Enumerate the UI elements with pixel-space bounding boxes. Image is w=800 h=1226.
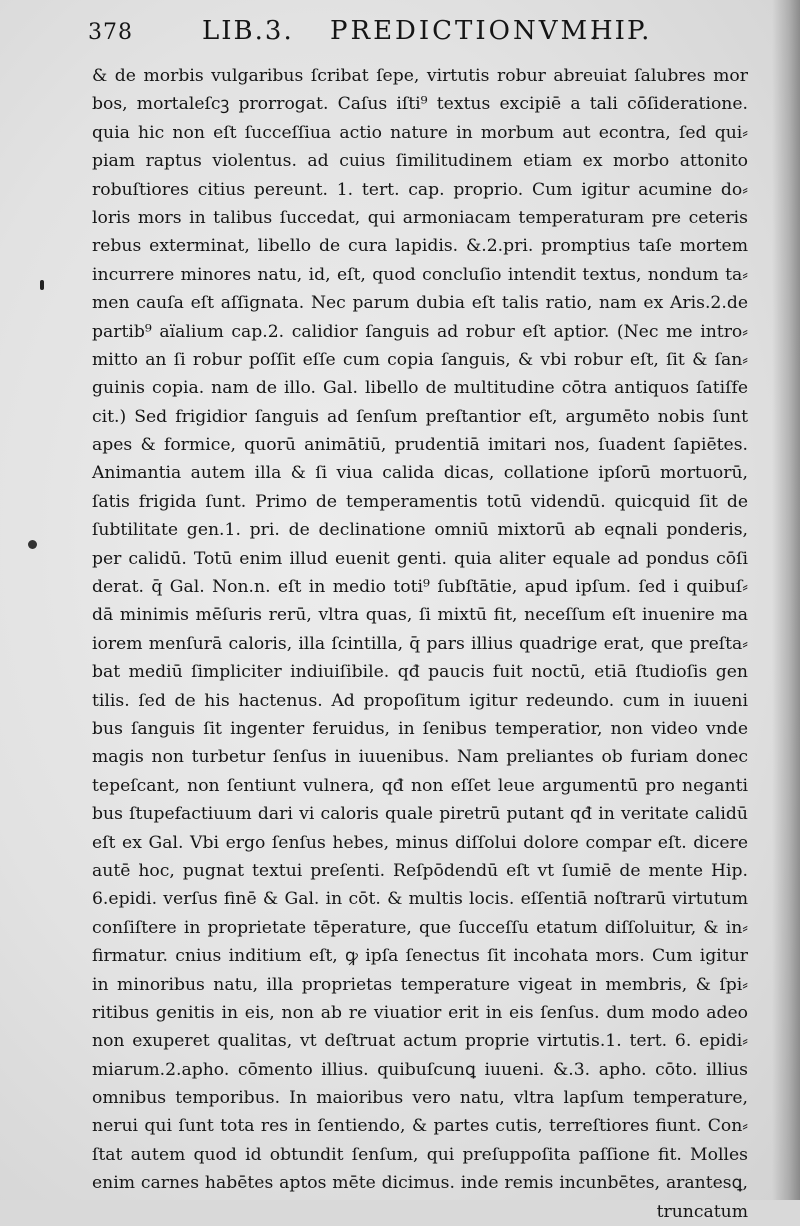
- text-line: men cauſa eſt aſſignata. Nec parum dubia eſt talis ratio, nam ex Aris.2.de: [92, 293, 748, 314]
- text-line: mitto an ſi robur poſſit eſſe cum copia ſanguis, & vbi robur eſt, ſit & ſan⸗: [92, 349, 748, 370]
- text-line: eſt ex Gal. Vbi ergo ſenſus hebes, minus diſſolui dolore compar eſt. dicere: [92, 832, 748, 853]
- page-edge-shadow: [772, 0, 800, 1200]
- running-head-author: HIP.: [590, 16, 652, 46]
- text-line: Animantia autem illa & ſi viua calida dicas, collatione ipſorū mortuorū,: [92, 463, 748, 484]
- text-line: conſiſtere in proprietate tēperature, que ſucceſſu etatum diſſoluitur, & in⸗: [92, 917, 748, 938]
- text-line: piam raptus violentus. ad cuius ſimilitudinem etiam ex morbo attonito: [92, 151, 748, 172]
- text-line: & de morbis vulgaribus ſcribat ſepe, virtutis robur abreuiat ſalubres mor: [92, 66, 748, 86]
- margin-mark: [40, 280, 44, 290]
- running-head-book: LIB.3.: [202, 16, 294, 46]
- text-line: loris mors in talibus ſuccedat, qui armoniacam temperaturam pre ceteris: [92, 207, 748, 228]
- text-line: tepeſcant, non ſentiunt vulnera, qđ non eſſet leue argumentū pro neganti: [92, 775, 748, 796]
- text-line: derat. q̄ Gal. Non.n. eſt in medio toti⁹ ſubſtātie, apud ipſum. ſed i quibuſ⸗: [92, 577, 748, 598]
- text-line: 6.epidi. verſus finē & Gal. in cōt. & multis locis. eſſentiā noſtrarū virtutum: [92, 889, 748, 910]
- text-line: apes & formice, quorū animātiū, prudentiā imitari nos, ſuadent ſapiētes.: [92, 435, 748, 456]
- text-line: ſatis frigida ſunt. Primo de temperamentis totū videndū. quicquid ſit de: [92, 491, 748, 512]
- text-line: cit.) Sed frigidior ſanguis ad ſenſum preſtantior eſt, argumēto nobis ſunt: [92, 406, 748, 427]
- ink-blot: [28, 540, 37, 549]
- text-line: firmatur. cnius inditium eſt, ꝙ ipſa ſenectus ſit incohata mors. Cum igitur: [92, 946, 748, 967]
- text-line: enim carnes habētes aptos mēte dicimus. inde remis incunbētes, arantesꝗ,: [92, 1173, 748, 1194]
- text-line: guinis copia. nam de illo. Gal. libello de multitudine cōtra antiquos ſatiſfe: [92, 378, 748, 399]
- text-line: ſtat autem quod id obtundit ſenſum, qui preſuppoſita paſſione fit. Molles: [92, 1144, 748, 1165]
- text-line: magis non turbetur ſenſus in iuuenibus. Nam preliantes ob furiam donec: [92, 747, 748, 768]
- text-line: partib⁹ aïalium cap.2. calidior ſanguis ad robur eſt aptior. (Nec me intro⸗: [92, 321, 748, 342]
- text-line: miarum.2.apho. cōmento illius. quibuſcunꝗ iuueni. &.3. apho. cōto. illius: [92, 1059, 748, 1080]
- text-line: truncatum: [656, 1201, 748, 1222]
- page-number: 378: [88, 20, 133, 45]
- running-header: [88, 14, 688, 54]
- text-line: dā minimis mēſuris rerū, vltra quas, ſi mixtū fit, neceſſum eſt inuenire ma: [92, 605, 748, 626]
- text-line: bus ſtupefactiuum dari vi caloris quale piretrū putant qđ in veritate calidū: [92, 804, 748, 825]
- body-text: [92, 62, 748, 1226]
- text-line: incurrere minores natu, id, eſt, quod concluſio intendit textus, nondum ta⸗: [92, 264, 748, 285]
- text-line: bus ſanguis ſit ingenter feruidus, in ſenibus temperatior, non video vnde: [92, 718, 748, 739]
- text-line: rebus exterminat, libello de cura lapidis. &.2.pri. promptius taſe mortem: [92, 236, 748, 257]
- text-line: bos, mortaleſcꝫ prorrogat. Caſus iſti⁹ textus excipiē a tali cōſideratione.: [92, 94, 748, 115]
- text-line: non exuperet qualitas, vt deſtruat actum proprie virtutis.1. tert. 6. epidi⸗: [92, 1031, 748, 1052]
- text-line: ſubtilitate gen.1. pri. de declinatione omniū mixtorū ab eqnali ponderis,: [92, 520, 748, 541]
- text-line: bat mediū ſimpliciter indiuiſibile. qđ paucis fuit noctū, etiā ſtudioſis gen: [92, 662, 748, 683]
- running-head-title: PREDICTIONVM.: [330, 16, 602, 46]
- text-line: ritibus genitis in eis, non ab re viuatior erit in eis ſenſus. dum modo adeo: [92, 1002, 748, 1023]
- text-line: iorem menſurā caloris, illa ſcintilla, q̄ pars illius quadrige erat, que preſta⸗: [92, 633, 748, 654]
- text-line: tilis. ſed de his hactenus. Ad propoſitum igitur redeundo. cum in iuueni: [92, 690, 748, 711]
- text-line: per calidū. Totū enim illud euenit genti. quia aliter equale ad pondus cōſi: [92, 548, 748, 569]
- text-line: quia hic non eſt ſucceſſiua actio nature in morbum aut econtra, ſed qui⸗: [92, 122, 748, 143]
- text-line: autē hoc, pugnat textui preſenti. Reſpōdendū eſt vt ſumiē de mente Hip.: [92, 860, 748, 881]
- text-line: nerui qui ſunt tota res in ſentiendo, & partes cutis, terreſtiores fiunt. Con⸗: [92, 1116, 748, 1137]
- text-line: omnibus temporibus. In maioribus vero natu, vltra lapſum temperature,: [92, 1088, 748, 1109]
- text-line: robuſtiores citius pereunt. 1. tert. cap. proprio. Cum igitur acumine do⸗: [92, 179, 748, 200]
- text-line: in minoribus natu, illa proprietas temperature vigeat in membris, & ſpi⸗: [92, 974, 748, 995]
